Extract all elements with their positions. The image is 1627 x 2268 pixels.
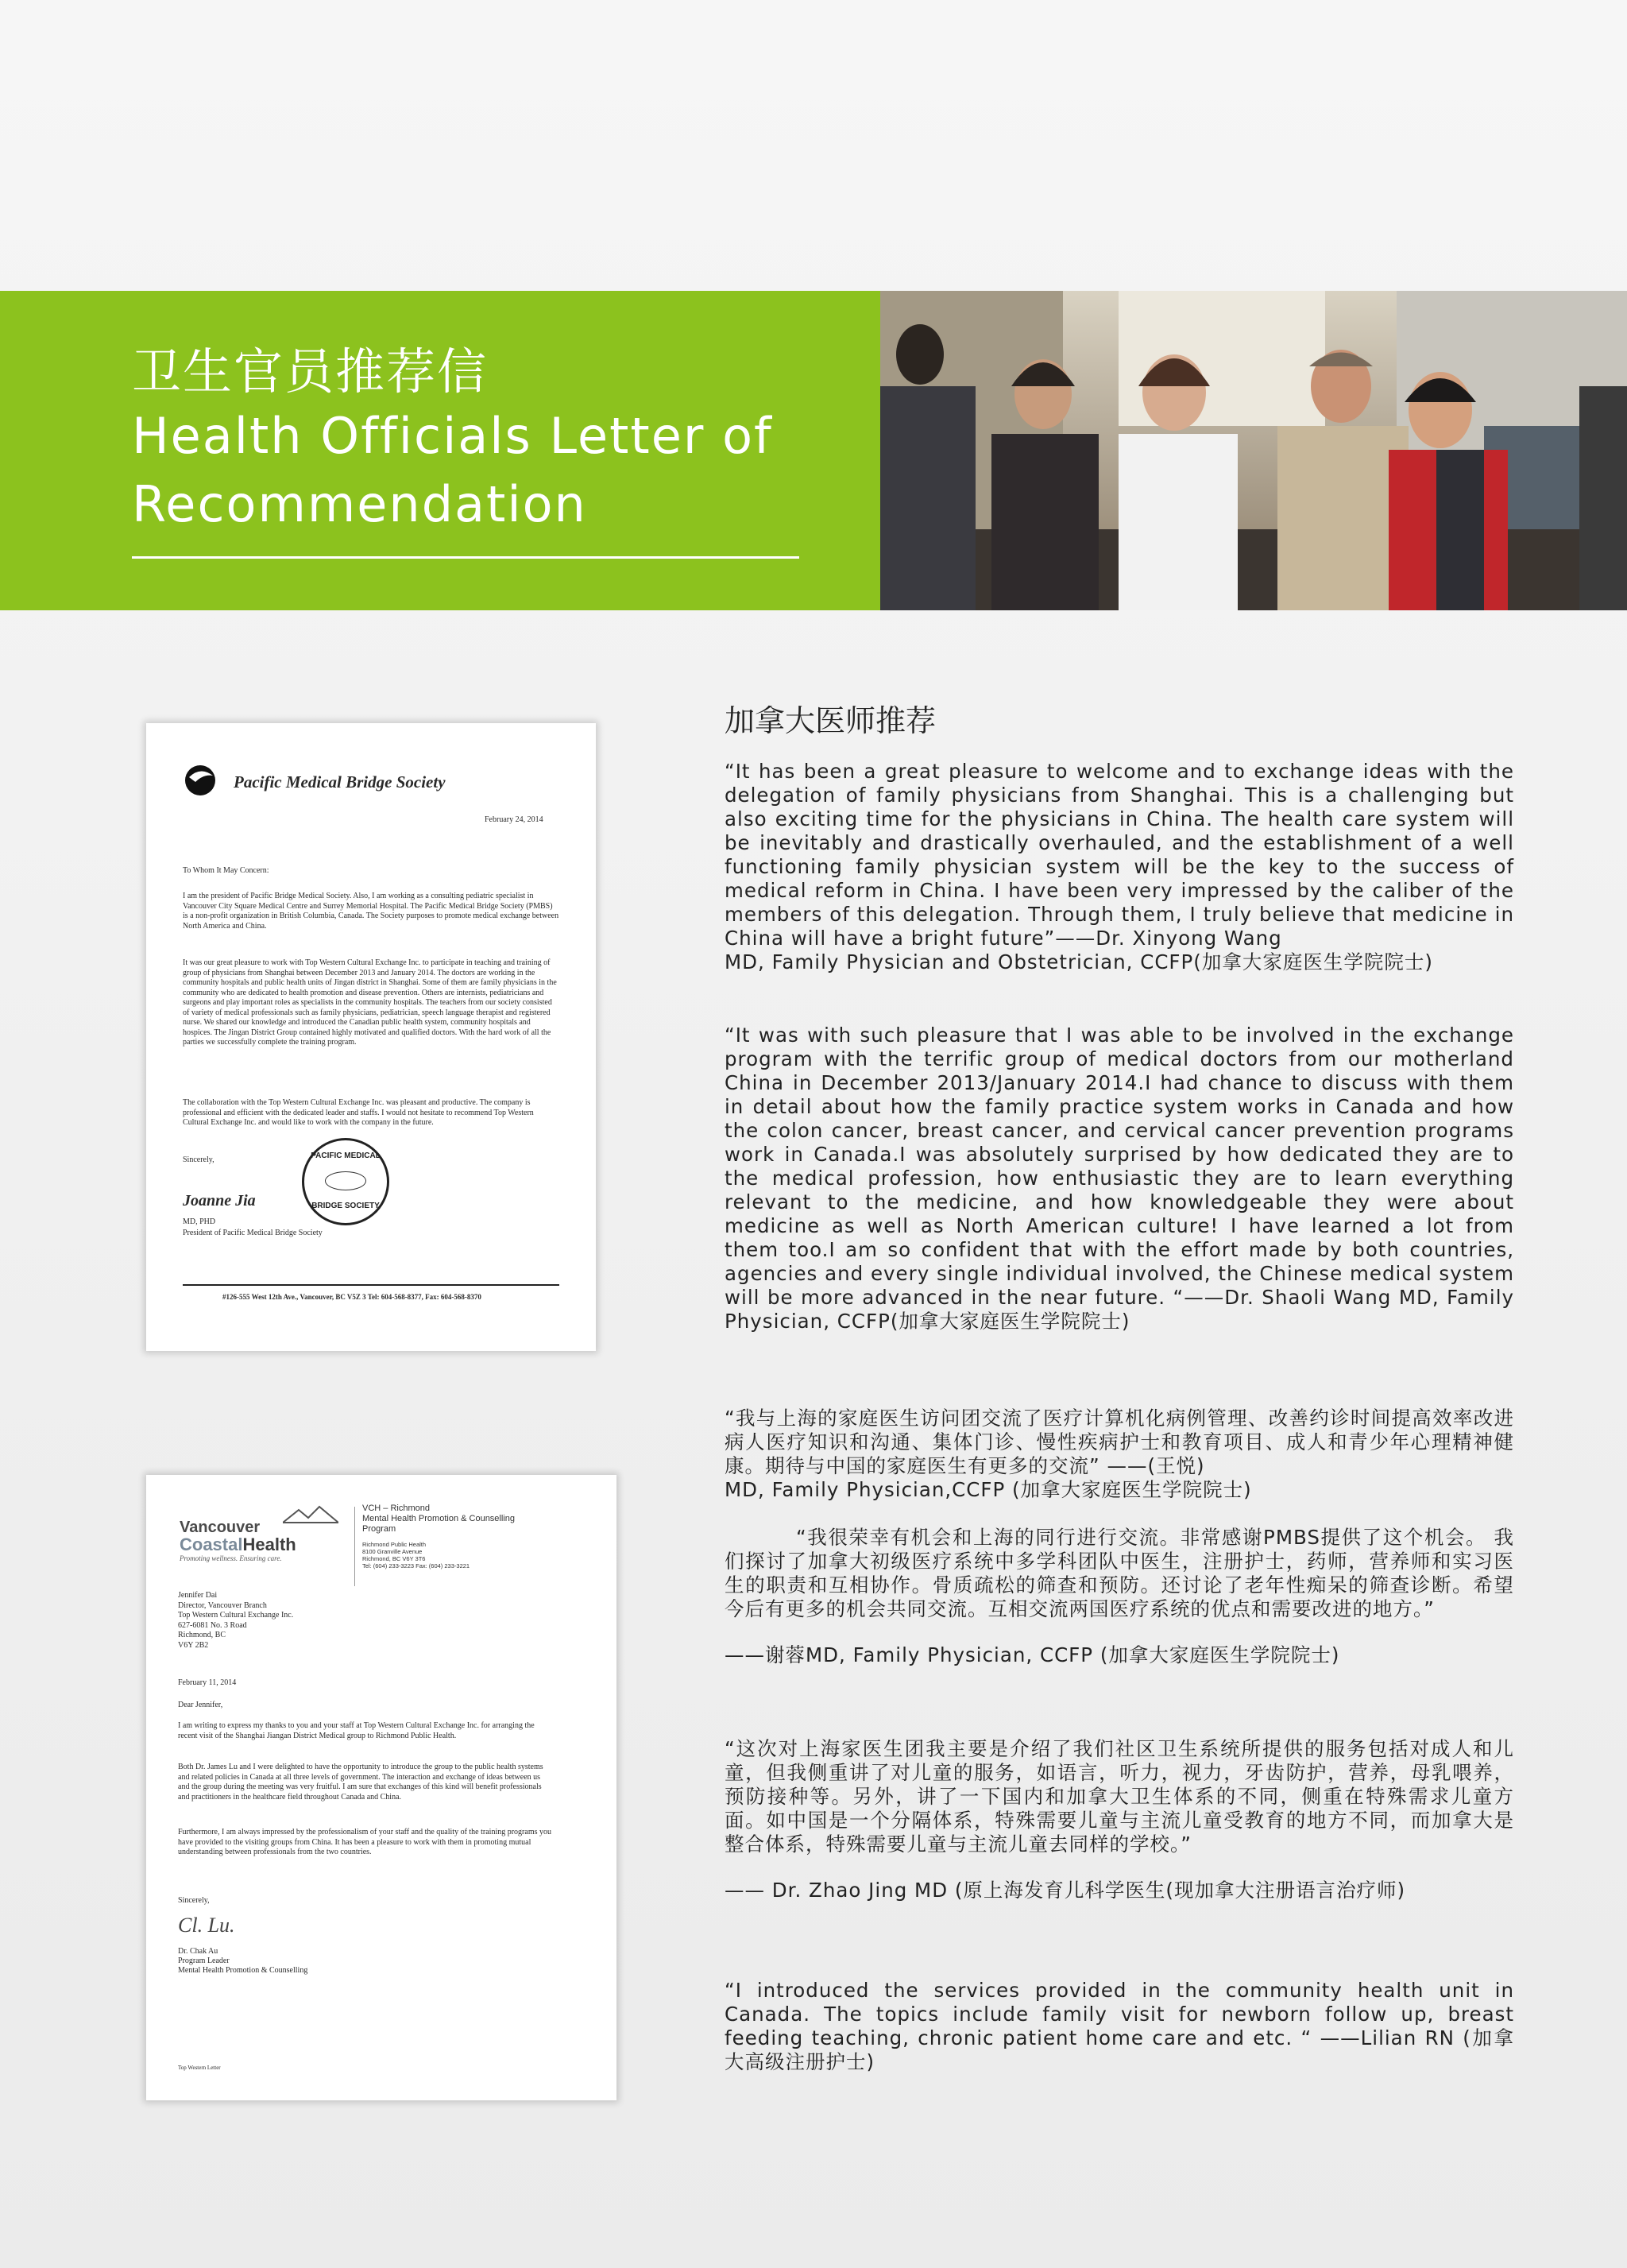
vch-logo — [180, 1519, 296, 1562]
testimonial-signature: ——谢蓉MD, Family Physician, CCFP (加拿大家庭医生学院院士) — [725, 1643, 1340, 1666]
vch-closing: Sincerely, — [178, 1896, 210, 1905]
testimonial-signature: —— Dr. Zhao Jing MD (原上海发育儿科学医生(现加拿大注册语言治疗师) — [725, 1879, 1406, 1902]
pmbs-letter — [146, 723, 596, 1351]
vch-date: February 11, 2014 — [178, 1678, 237, 1687]
pmbs-signature: Joanne Jia — [183, 1192, 256, 1209]
pmbs-body-3: The collaboration with the Top Western Cultural Exchange Inc. was pleasant and productive. The company is professional and efficient with the dedicated leader and staffs. I would not hesitate to recommend Top Western Cultural Exchange Inc. and would like to work with the company in the future. — [183, 1098, 534, 1127]
testimonial-zhao-jing — [725, 1737, 1514, 1902]
pmbs-closing: Sincerely, — [183, 1155, 214, 1164]
vch-sig-name: Dr. Chak Au — [178, 1947, 218, 1956]
pmbs-letterhead: Pacific Medical Bridge Society — [234, 772, 446, 791]
vch-footer: Top Western Letter — [178, 2065, 221, 2071]
testimonial-text: “It has been a great pleasure to welcome and to exchange ideas with the delegation of family physicians from Shanghai. This is a challenging but also exciting time for the physicians in China. The health care system will be inevitably and drastically overhauled, and the establishment of a well functioning family physician system will be the key to the success of medical reform in China. I have been very impressed by the caliber of the members of this delegation. Through them, I truly believe that medicine in China will have a bright future”——Dr. Xinyong Wang — [725, 760, 1514, 950]
vch-sig-title: Program Leader — [178, 1956, 230, 1965]
pmbs-seal-bottom: BRIDGE SOCIETY — [311, 1202, 380, 1210]
vch-logo-line2: Coastal — [180, 1535, 243, 1554]
vch-body-2: Both Dr. James Lu and I were delighted to have the opportunity to introduce the group to the public health systems and related policies in Canada at all three levels of government. The interaction and exchange of ideas between us and the group during the meeting was very fruitful. I am sure that exchanges of this kind will benefit professionals and practitioners in the healthcare field throughout Canada and China. — [178, 1763, 543, 1802]
section-title: 加拿大医师推荐 — [725, 703, 937, 738]
testimonial-text: “It was with such pleasure that I was able to be involved in the exchange program with the terrific group of medical doctors from our motherland China in December 2013/January 2014.I had chance to discuss with them in detail about how the family practice system works in Canada and how the colon cancer, breast cancer, and cervical cancer prevention programs work in Canada.I was absolutely surprised by how dedicated they are to the medical profession, how enthusiastic they are to learn everything relevant to the medicine, and how knowledgeable they were about medicine as well as North American culture! I have learned a lot from them too.I am so confident that with the effort made by both countries, agencies and every single individual involved, the Chinese medical system will be more advanced in the near future. “——Dr. Shaoli Wang MD, Family Physician, CCFP(加拿大家庭医生学院院士) — [725, 1024, 1514, 1333]
testimonial-text: “我与上海的家庭医生访问团交流了医疗计算机化病例管理、改善约诊时间提高效率改进病人医疗知识和沟通、集体门诊、慢性疾病护士和教育项目、成人和青少年心理精神健康。期待与中国的家庭医生有更多的交流” ——(王悦) — [725, 1407, 1514, 1477]
banner-title-en: Health Officials Letter of Recommendation — [132, 407, 773, 533]
hospital-group-photo — [880, 291, 1627, 610]
testimonial-lilian — [725, 1979, 1514, 2074]
vch-header-divider — [354, 1507, 355, 1586]
pmbs-body-1: I am the president of Pacific Bridge Medical Society. Also, I am working as a consulting pediatric specialist in Vancouver City Square Medical Centre and Surrey Memorial Hospital. The Pacific Medical Bridge Society (PMBS) is a non-profit organization in British Columbia, Canada. The Society purposes to promote medical exchange between North America and China. — [183, 892, 559, 931]
pmbs-date: February 24, 2014 — [485, 815, 543, 824]
testimonial-text: “I introduced the services provided in the community health unit in Canada. The topics include family visit for newborn follow up, breast feeding teaching, chronic patient home care and etc. “ ——Lilian RN (加拿大高级注册护士) — [725, 1979, 1514, 2073]
mountain-logo-icon — [283, 1505, 338, 1524]
vch-signature: Cl. Lu. — [178, 1914, 235, 1937]
vch-sig-dept: Mental Health Promotion & Counselling — [178, 1966, 308, 1975]
vch-letter — [146, 1475, 616, 2100]
vch-logo-line3: Health — [242, 1535, 296, 1554]
pmbs-seal-icon — [302, 1138, 389, 1225]
pmbs-salutation: To Whom It May Concern: — [183, 866, 269, 875]
testimonial-wang-shaoli — [725, 1024, 1514, 1333]
testimonial-signature: MD, Family Physician and Obstetrician, CCFP(加拿大家庭医生学院院士) — [725, 950, 1433, 973]
pmbs-sig-title: President of Pacific Medical Bridge Society — [183, 1229, 323, 1237]
pmbs-body-2: It was our great pleasure to work with Top Western Cultural Exchange Inc. to participate in teaching and training of group of physicians from Shanghai between December 2013 and January 2014. The doctors are working in the community hospitals and public health units of Jingan district in Shanghai. Some of them are family physicians in the community who are dedicated to health promotion and disease prevention. Others are internists, pediatricians and surgeons and play important roles as specialists in the community hospitals. The teachers from our society consisted of variety of medical professionals such as family physicians, pediatrician, speech language therapist and registered nurse. We shared our knowledge and introduced the Canadian public health system, community hospitals and hospices. The Jingan District Group contained highly motivated and qualified doctors. With the hard work of all the parties we successfully complete the training program. — [183, 958, 557, 1047]
group-photo-icon — [880, 291, 1627, 610]
vch-body-1: I am writing to express my thanks to you and your staff at Top Western Cultural Exchange Inc. for arranging the recent visit of the Shanghai Jiangan District Medical group to Richmond Public Health. — [178, 1721, 535, 1740]
vch-address: Richmond Public Health 8100 Granville Avenue Richmond, BC V6Y 3T6 Tel: (604) 233-3223 Fax: (604) 233-3221 — [362, 1541, 470, 1569]
banner-divider — [132, 556, 799, 559]
pmbs-sig-credentials: MD, PHD — [183, 1217, 216, 1226]
banner-title-cn: 卫生官员推荐信 — [132, 343, 489, 401]
vch-dept-2: Mental Health Promotion & Counselling Program — [362, 1514, 515, 1534]
testimonial-wang-xinyong — [725, 760, 1514, 974]
vch-salutation: Dear Jennifer, — [178, 1701, 223, 1709]
title-banner — [0, 291, 880, 610]
vch-recipient: Jennifer Dai Director, Vancouver Branch Top Western Cultural Exchange Inc. 627-6081 No. 3 Road Richmond, BC V6Y 2B2 — [178, 1591, 294, 1650]
testimonial-text: “我很荣幸有机会和上海的同行进行交流。非常感谢PMBS提供了这个机会。 我们探讨了加拿大初级医疗系统中多学科团队中医生，注册护士，药师，营养师和实习医生的职责和互相协作。骨质疏松的筛查和预防。还讨论了老年性痴呆的筛查诊断。希望今后有更多的机会共同交流。互相交流两国医疗系统的优点和需要改进的地方。” — [725, 1526, 1514, 1620]
pmbs-seal-top: PACIFIC MEDICAL — [311, 1151, 381, 1160]
pmbs-footer-rule — [183, 1284, 559, 1286]
vch-tagline: Promoting wellness. Ensuring care. — [180, 1554, 282, 1562]
pmbs-footer: #126-555 West 12th Ave., Vancouver, BC V5Z 3 Tel: 604-568-8377, Fax: 604-568-8370 — [222, 1293, 481, 1301]
testimonial-wang-yue — [725, 1407, 1514, 1502]
pmbs-logo-icon — [183, 763, 218, 798]
vch-logo-line1: Vancouver — [180, 1519, 261, 1536]
vch-dept-1: VCH – Richmond — [362, 1504, 430, 1513]
testimonial-xie-rong — [725, 1526, 1514, 1667]
testimonial-text: “这次对上海家医生团我主要是介绍了我们社区卫生系统所提供的服务包括对成人和儿童，但我侧重讲了对儿童的服务，如语言，听力，视力，牙齿防护，营养，母乳喂养，预防接种等。另外，讲了一下国内和加拿大卫生体系的不同，侧重在特殊需求儿童方面。如中国是一个分隔体系，特殊需要儿童与主流儿童受教育的地方不同，而加拿大是整合体系，特殊需要儿童与主流儿童去同样的学校。” — [725, 1737, 1514, 1856]
testimonial-signature: MD, Family Physician,CCFP (加拿大家庭医生学院院士) — [725, 1478, 1252, 1501]
vch-body-3: Furthermore, I am always impressed by the professionalism of your staff and the quality of the training programs you have provided to the visiting groups from China. It has been a pleasure to work with them in promoting mutual understanding between professionals from the two countries. — [178, 1828, 551, 1856]
